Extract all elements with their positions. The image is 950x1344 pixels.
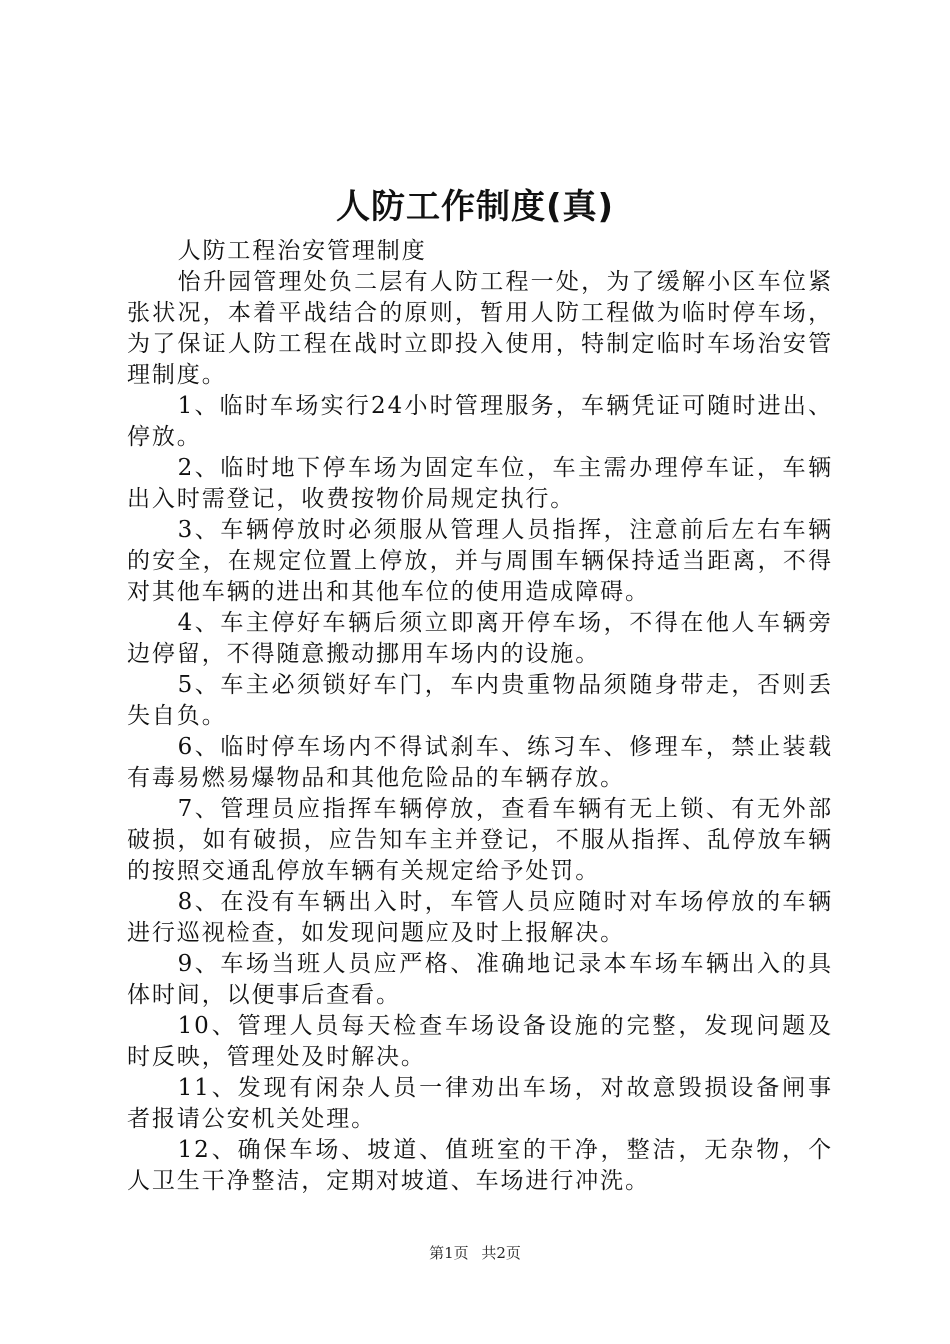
page-count: 共2页 [481, 1244, 521, 1262]
page-number: 第1页 [429, 1244, 469, 1262]
rule-2: 2、临时地下停车场为固定车位，车主需办理停车证，车辆出入时需登记，收费按物价局规定执行。 [127, 455, 833, 512]
rule-6: 6、临时停车场内不得试刹车、练习车、修理车，禁止装载有毒易燃易爆物品和其他危险品的车辆存放。 [127, 734, 833, 791]
rule-8: 8、在没有车辆出入时，车管人员应随时对车场停放的车辆进行巡视检查，如发现问题应及时上报解决。 [127, 889, 833, 946]
rule-5: 5、车主必须锁好车门，车内贵重物品须随身带走，否则丢失自负。 [127, 672, 833, 729]
document-body [127, 236, 833, 1197]
rule-9: 9、车场当班人员应严格、准确地记录本车场车辆出入的具体时间，以便事后查看。 [127, 951, 833, 1008]
page-footer [0, 1242, 950, 1264]
rule-12: 12、确保车场、坡道、值班室的干净，整洁，无杂物，个人卫生干净整洁，定期对坡道、车场进行冲洗。 [127, 1137, 833, 1194]
rule-1: 1、临时车场实行24小时管理服务，车辆凭证可随时进出、停放。 [127, 393, 833, 450]
rule-11: 11、发现有闲杂人员一律劝出车场，对故意毁损设备闸事者报请公安机关处理。 [127, 1075, 833, 1132]
intro-paragraph: 怡升园管理处负二层有人防工程一处，为了缓解小区车位紧张状况，本着平战结合的原则，暂用人防工程做为临时停车场，为了保证人防工程在战时立即投入使用，特制定临时车场治安管理制度。 [127, 269, 833, 388]
page-title: 人防工作制度(真) [335, 187, 615, 227]
section-heading: 人防工程治安管理制度 [177, 238, 427, 264]
rule-4: 4、车主停好车辆后须立即离开停车场，不得在他人车辆旁边停留，不得随意搬动挪用车场内的设施。 [127, 610, 833, 667]
rule-7: 7、管理员应指挥车辆停放，查看车辆有无上锁、有无外部破损，如有破损，应告知车主并登记，不服从指挥、乱停放车辆的按照交通乱停放车辆有关规定给予处罚。 [127, 796, 833, 884]
rule-3: 3、车辆停放时必须服从管理人员指挥，注意前后左右车辆的安全，在规定位置上停放，并与周围车辆保持适当距离，不得对其他车辆的进出和其他车位的使用造成障碍。 [127, 517, 833, 605]
rule-10: 10、管理人员每天检查车场设备设施的完整，发现问题及时反映，管理处及时解决。 [127, 1013, 833, 1070]
